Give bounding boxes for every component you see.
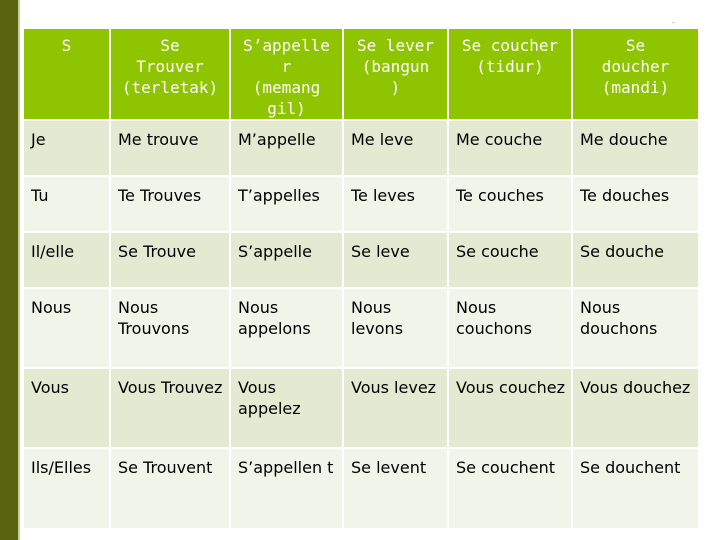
header-cell-s-appeler: S’appelle r (memang gil) <box>230 28 343 120</box>
corner-mark: - <box>672 18 675 27</box>
table-cell: Vous <box>23 368 110 448</box>
conjugation-table-container <box>22 27 698 530</box>
header-cell-se-doucher: Se doucher (mandi) <box>572 28 699 120</box>
table-cell: Nous <box>23 288 110 368</box>
table-cell: Je <box>23 120 110 176</box>
table-cell: Nous levons <box>343 288 448 368</box>
table-row <box>23 232 699 288</box>
table-cell: Ils/Elles <box>23 448 110 529</box>
table-cell: Nous appelons <box>230 288 343 368</box>
table-row <box>23 120 699 176</box>
table-cell: Me trouve <box>110 120 230 176</box>
table-cell: Nous couchons <box>448 288 572 368</box>
table-cell: Se douchent <box>572 448 699 529</box>
table-cell: Se leve <box>343 232 448 288</box>
table-cell: Se levent <box>343 448 448 529</box>
table-cell: Te couches <box>448 176 572 232</box>
left-accent-bar <box>0 0 18 540</box>
table-cell: Se Trouve <box>110 232 230 288</box>
table-cell: Te Trouves <box>110 176 230 232</box>
table-cell: T’appelles <box>230 176 343 232</box>
conjugation-table <box>22 27 700 530</box>
table-cell: Il/elle <box>23 232 110 288</box>
table-cell: Te douches <box>572 176 699 232</box>
table-row <box>23 288 699 368</box>
table-cell: Vous levez <box>343 368 448 448</box>
table-row <box>23 368 699 448</box>
table-cell: Vous Trouvez <box>110 368 230 448</box>
table-cell: Se couchent <box>448 448 572 529</box>
table-cell: Vous appelez <box>230 368 343 448</box>
table-cell: Nous Trouvons <box>110 288 230 368</box>
table-cell: Se Trouvent <box>110 448 230 529</box>
table-cell: Se douche <box>572 232 699 288</box>
table-cell: Me douche <box>572 120 699 176</box>
header-cell-subject: S <box>23 28 110 120</box>
table-cell: M’appelle <box>230 120 343 176</box>
table-cell: Vous couchez <box>448 368 572 448</box>
table-cell: Te leves <box>343 176 448 232</box>
table-cell: S’appelle <box>230 232 343 288</box>
table-cell: Vous douchez <box>572 368 699 448</box>
table-row <box>23 176 699 232</box>
header-cell-se-trouver: Se Trouver (terletak) <box>110 28 230 120</box>
table-cell: Tu <box>23 176 110 232</box>
table-cell: Me couche <box>448 120 572 176</box>
table-cell: Me leve <box>343 120 448 176</box>
table-cell: Nous douchons <box>572 288 699 368</box>
header-cell-se-coucher: Se coucher (tidur) <box>448 28 572 120</box>
left-accent-edge <box>18 0 20 540</box>
table-cell: Se couche <box>448 232 572 288</box>
table-cell: S’appellen t <box>230 448 343 529</box>
table-header-row <box>23 28 699 120</box>
header-cell-se-lever: Se lever (bangun ) <box>343 28 448 120</box>
table-row <box>23 448 699 529</box>
